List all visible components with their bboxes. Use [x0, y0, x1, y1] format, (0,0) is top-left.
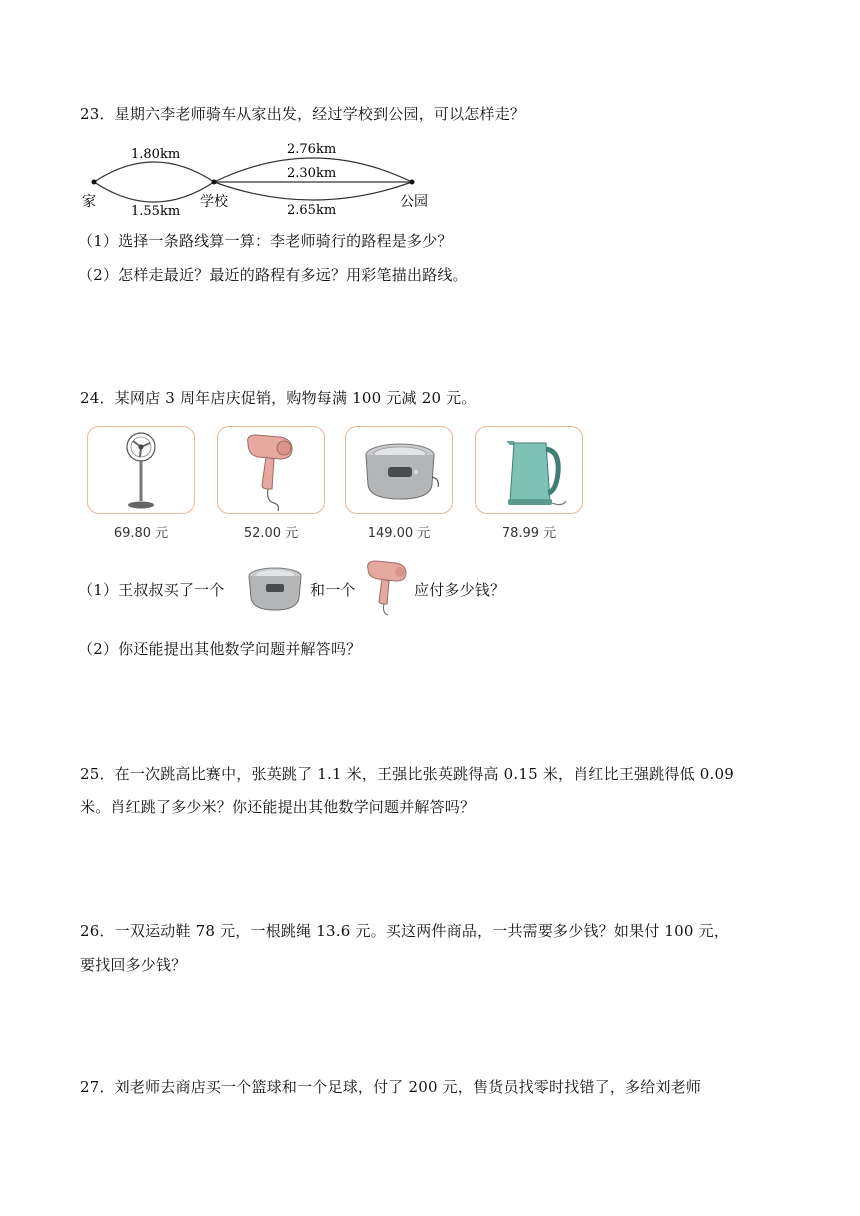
price-kettle: 78.99 元: [501, 526, 557, 541]
label-route-bottom-left: 1.55km: [131, 204, 181, 219]
label-school: 学校: [200, 194, 228, 210]
route-home-school-top: [94, 162, 214, 182]
rice-cooker-icon: [244, 560, 306, 616]
route-diagram: [80, 136, 440, 220]
school-point: [212, 180, 217, 185]
hair-dryer-icon: [218, 427, 326, 515]
park-point: [410, 180, 415, 185]
product-card-rice-cooker: [345, 426, 453, 514]
q24-sub2: （2）你还能提出其他数学问题并解答吗？: [78, 640, 362, 658]
label-route-bottom-right: 2.65km: [287, 203, 337, 218]
product-card-kettle: [475, 426, 583, 514]
fan-icon: [88, 427, 196, 515]
label-route-mid-right: 2.30km: [287, 166, 337, 181]
product-card-fan: [87, 426, 195, 514]
route-school-park-bottom: [214, 182, 412, 200]
q26-line2: 要找回多少钱？: [80, 956, 187, 974]
q27-line1: 27．刘老师去商店买一个篮球和一个足球，付了 200 元，售货员找零时找错了，多给刘老师: [80, 1078, 702, 1096]
q24-text: 24．某网店 3 周年店庆促销，购物每满 100 元减 20 元。: [80, 389, 477, 407]
product-card-hair-dryer: [217, 426, 325, 514]
q24-sub1-part-c: 应付多少钱？: [414, 581, 506, 599]
label-route-top-right: 2.76km: [287, 142, 337, 157]
q23-text: 23．星期六李老师骑车从家出发，经过学校到公园，可以怎样走？: [80, 105, 526, 123]
q24-sub1-part-a: （1）王叔叔买了一个: [78, 581, 225, 599]
price-hair-dryer: 52.00 元: [243, 526, 299, 541]
label-route-top-left: 1.80km: [131, 147, 181, 162]
kettle-icon: [476, 427, 584, 515]
q25-line1: 25．在一次跳高比赛中，张英跳了 1.1 米，王强比张英跳得高 0.15 米，肖红比王强跳得低 0.09: [80, 765, 734, 783]
price-rice-cooker: 149.00 元: [367, 526, 431, 541]
q23-sub1: （1）选择一条路线算一算：李老师骑行的路程是多少？: [78, 232, 453, 250]
hair-dryer-icon: [362, 557, 410, 619]
home-point: [92, 180, 97, 185]
route-home-school-bottom: [94, 182, 214, 202]
q24-sub1-part-b: 和一个: [310, 581, 356, 599]
label-park: 公园: [400, 194, 428, 210]
q25-line2: 米。肖红跳了多少米？你还能提出其他数学问题并解答吗？: [80, 798, 476, 816]
rice-cooker-icon: [346, 427, 454, 515]
price-fan: 69.80 元: [113, 526, 169, 541]
q23-sub2: （2）怎样走最近？最近的路程有多远？用彩笔描出路线。: [78, 266, 468, 284]
label-home: 家: [82, 194, 96, 210]
q26-line1: 26．一双运动鞋 78 元，一根跳绳 13.6 元。买这两件商品，一共需要多少钱？如果付 100 元，: [80, 922, 730, 940]
